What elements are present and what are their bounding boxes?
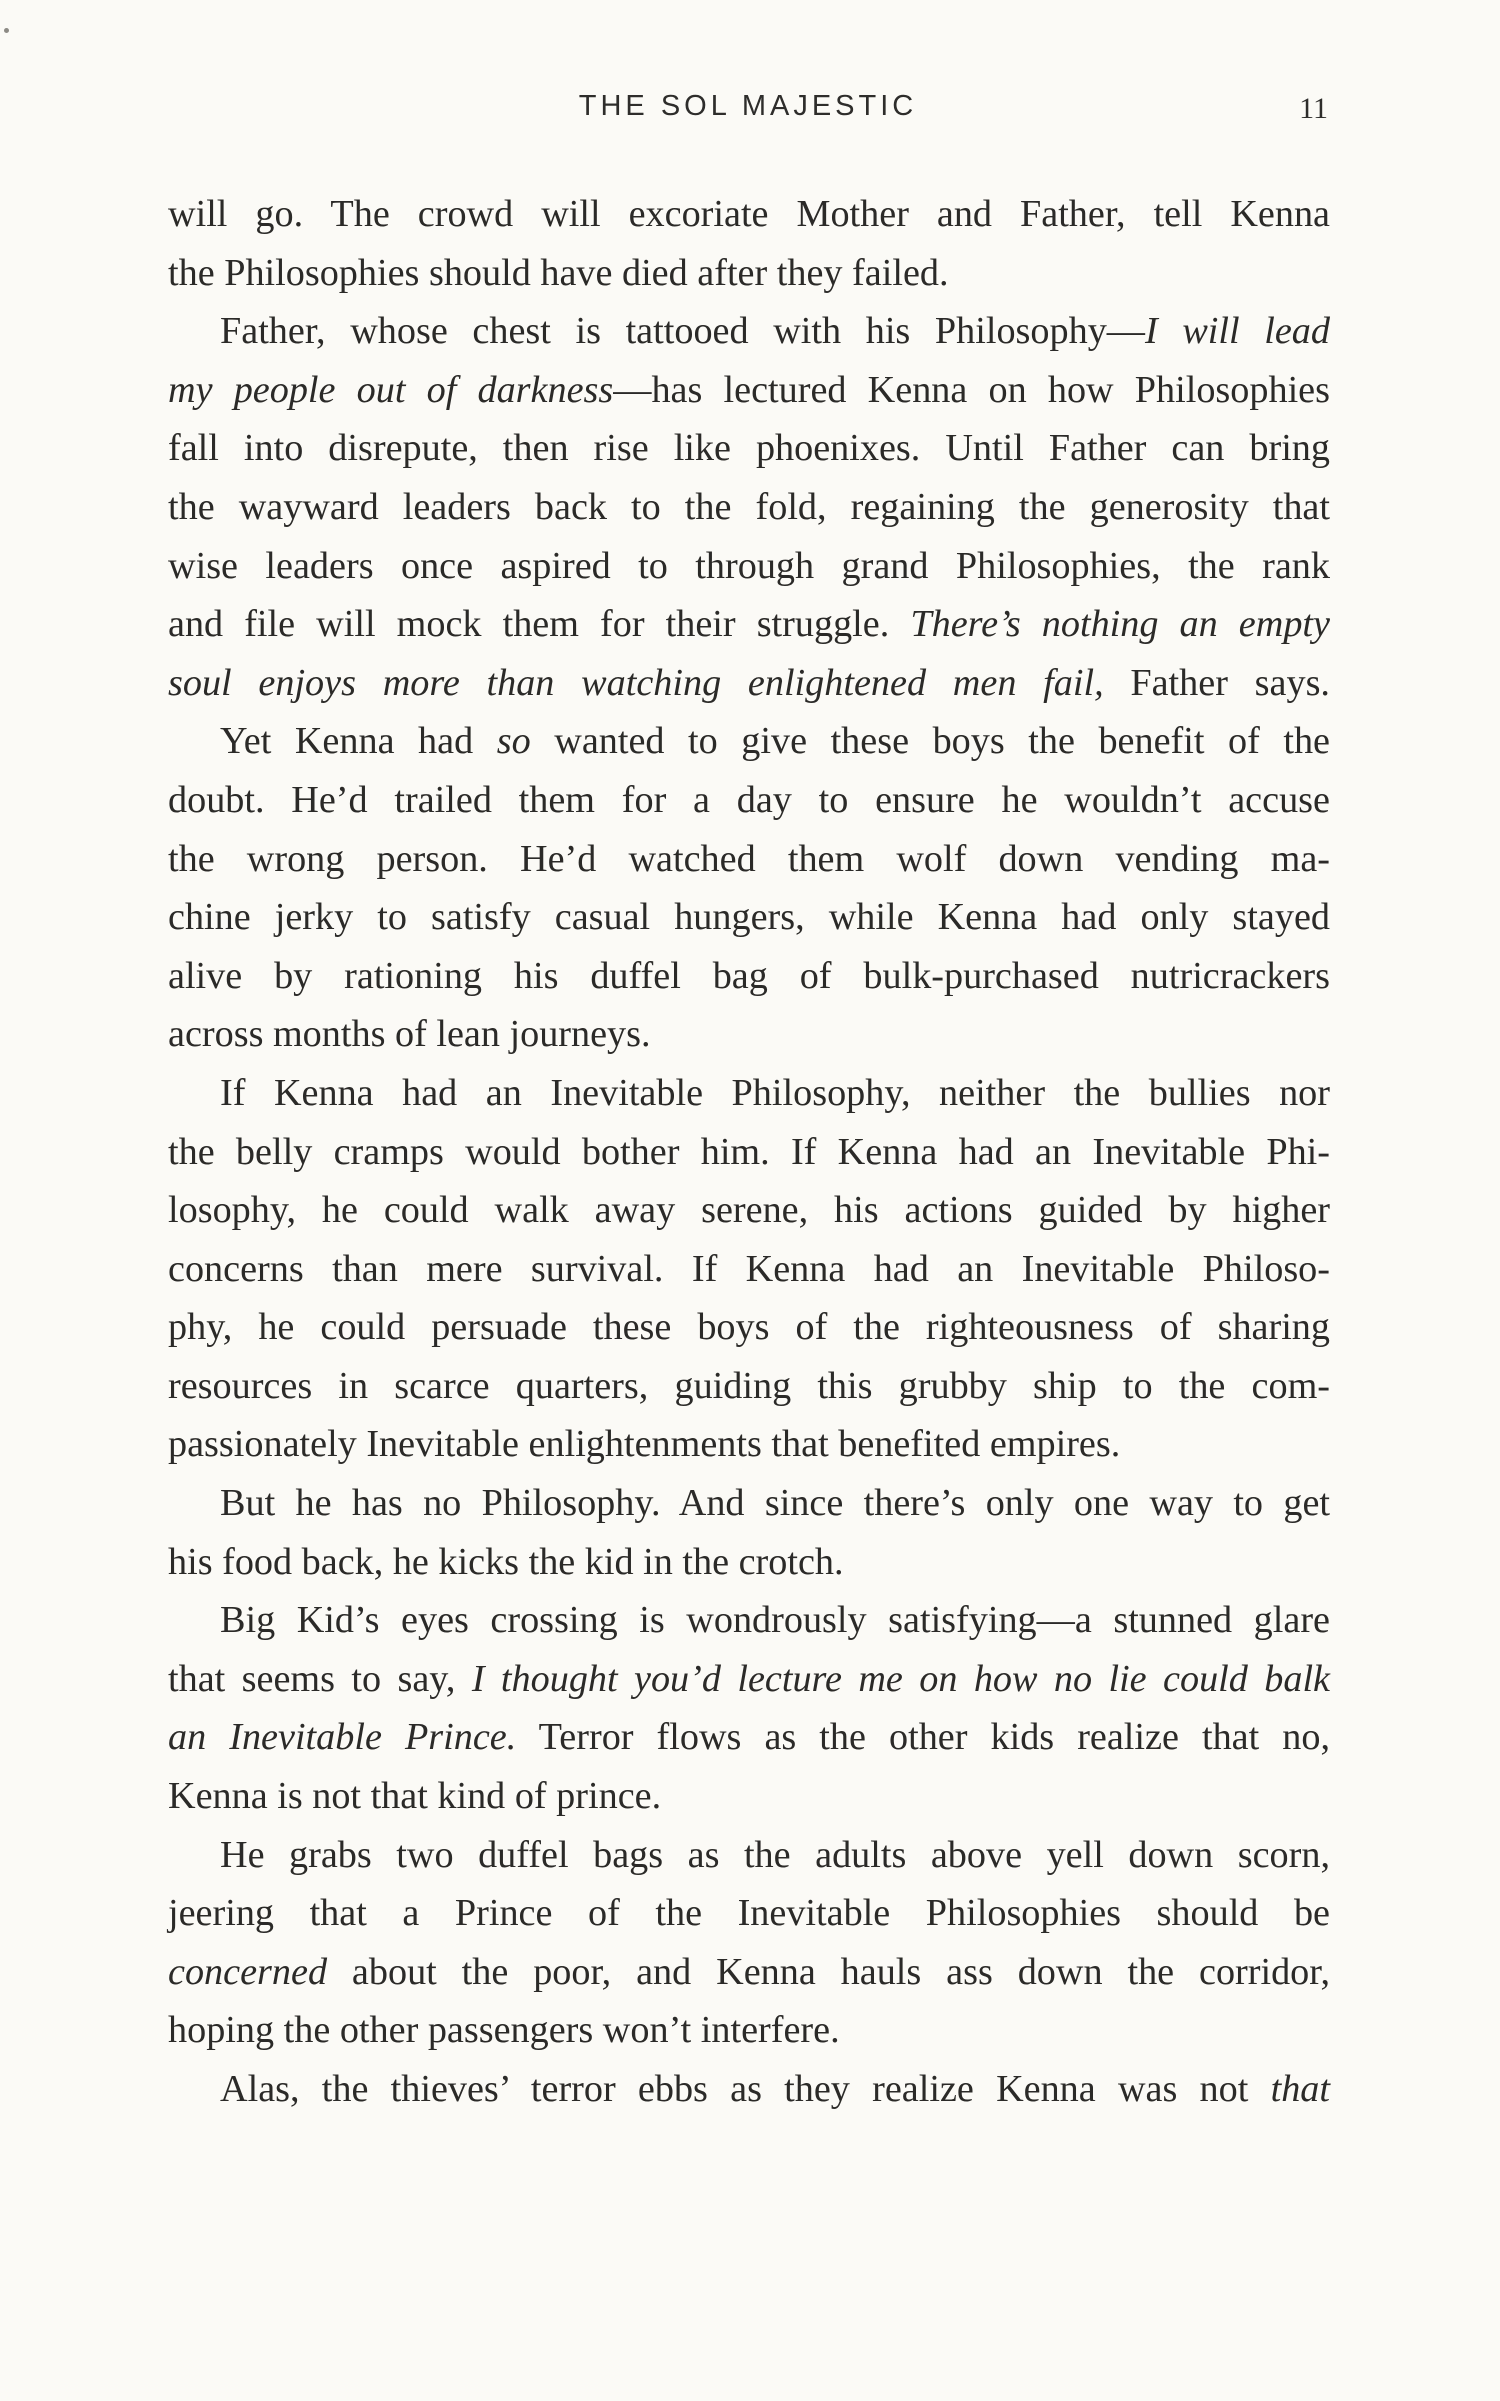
text-line: jeering that a Prince of the Inevitable Philosophies should be xyxy=(168,1892,1330,1935)
text-line: soul enjoys more than watching enlightened men fail, Father says. xyxy=(168,661,1330,704)
text-line: hoping the other passengers won’t interfere. xyxy=(168,2009,840,2052)
text-line: the belly cramps would bother him. If Kenna had an Inevitable Phi- xyxy=(168,1130,1330,1173)
text-line: Kenna is not that kind of prince. xyxy=(168,1775,662,1818)
text-line: Alas, the thieves’ terror ebbs as they realize Kenna was not that xyxy=(220,2068,1330,2110)
book-title: THE SOL MAJESTIC xyxy=(578,90,918,122)
page-number: 11 xyxy=(1299,92,1328,125)
text-line: that seems to say, I thought you’d lecture me on how no lie could balk xyxy=(168,1657,1330,1700)
text-line: the wayward leaders back to the fold, regaining the generosity that xyxy=(168,485,1330,528)
text-line: concerns than mere survival. If Kenna had an Inevitable Philoso- xyxy=(168,1247,1330,1290)
text-line: doubt. He’d trailed them for a day to ensure he wouldn’t accuse xyxy=(168,778,1330,821)
body-text xyxy=(168,185,1330,2119)
text-line: the Philosophies should have died after they failed. xyxy=(168,251,949,294)
text-line: an Inevitable Prince. Terror flows as the other kids realize that no, xyxy=(168,1716,1331,1759)
text-line: phy, he could persuade these boys of the righteousness of sharing xyxy=(168,1306,1330,1349)
text-line: my people out of darkness—has lectured Kenna on how Philosophies xyxy=(168,368,1330,411)
text-line: will go. The crowd will excoriate Mother and Father, tell Kenna xyxy=(168,193,1330,235)
text-line: the wrong person. He’d watched them wolf down vending ma- xyxy=(168,837,1330,880)
text-line: across months of lean journeys. xyxy=(168,1013,651,1056)
text-line: losophy, he could walk away serene, his actions guided by higher xyxy=(168,1189,1330,1232)
text-line: Father, whose chest is tattooed with his Philosophy—I will lead xyxy=(220,310,1330,353)
text-line: resources in scarce quarters, guiding this grubby ship to the com- xyxy=(168,1364,1330,1407)
text-line: alive by rationing his duffel bag of bulk-purchased nutricrackers xyxy=(168,954,1330,997)
text-line: chine jerky to satisfy casual hungers, while Kenna had only stayed xyxy=(168,896,1330,939)
text-line: and file will mock them for their struggle. There’s nothing an empty xyxy=(168,603,1330,646)
text-line: Big Kid’s eyes crossing is wondrously satisfying—a stunned glare xyxy=(220,1599,1330,1642)
page-speck xyxy=(4,28,9,33)
text-line: passionately Inevitable enlightenments that benefited empires. xyxy=(168,1423,1121,1466)
text-line: concerned about the poor, and Kenna hauls ass down the corridor, xyxy=(168,1950,1330,1993)
text-line: his food back, he kicks the kid in the crotch. xyxy=(168,1540,844,1583)
text-line: Yet Kenna had so wanted to give these boys the benefit of the xyxy=(220,720,1330,763)
text-line: wise leaders once aspired to through grand Philosophies, the rank xyxy=(168,544,1330,587)
running-head xyxy=(168,90,1328,130)
text-line: But he has no Philosophy. And since there’s only one way to get xyxy=(220,1482,1330,1525)
text-line: He grabs two duffel bags as the adults above yell down scorn, xyxy=(220,1833,1330,1876)
text-line: If Kenna had an Inevitable Philosophy, neither the bullies nor xyxy=(220,1071,1330,1114)
text-line: fall into disrepute, then rise like phoenixes. Until Father can bring xyxy=(168,427,1330,470)
